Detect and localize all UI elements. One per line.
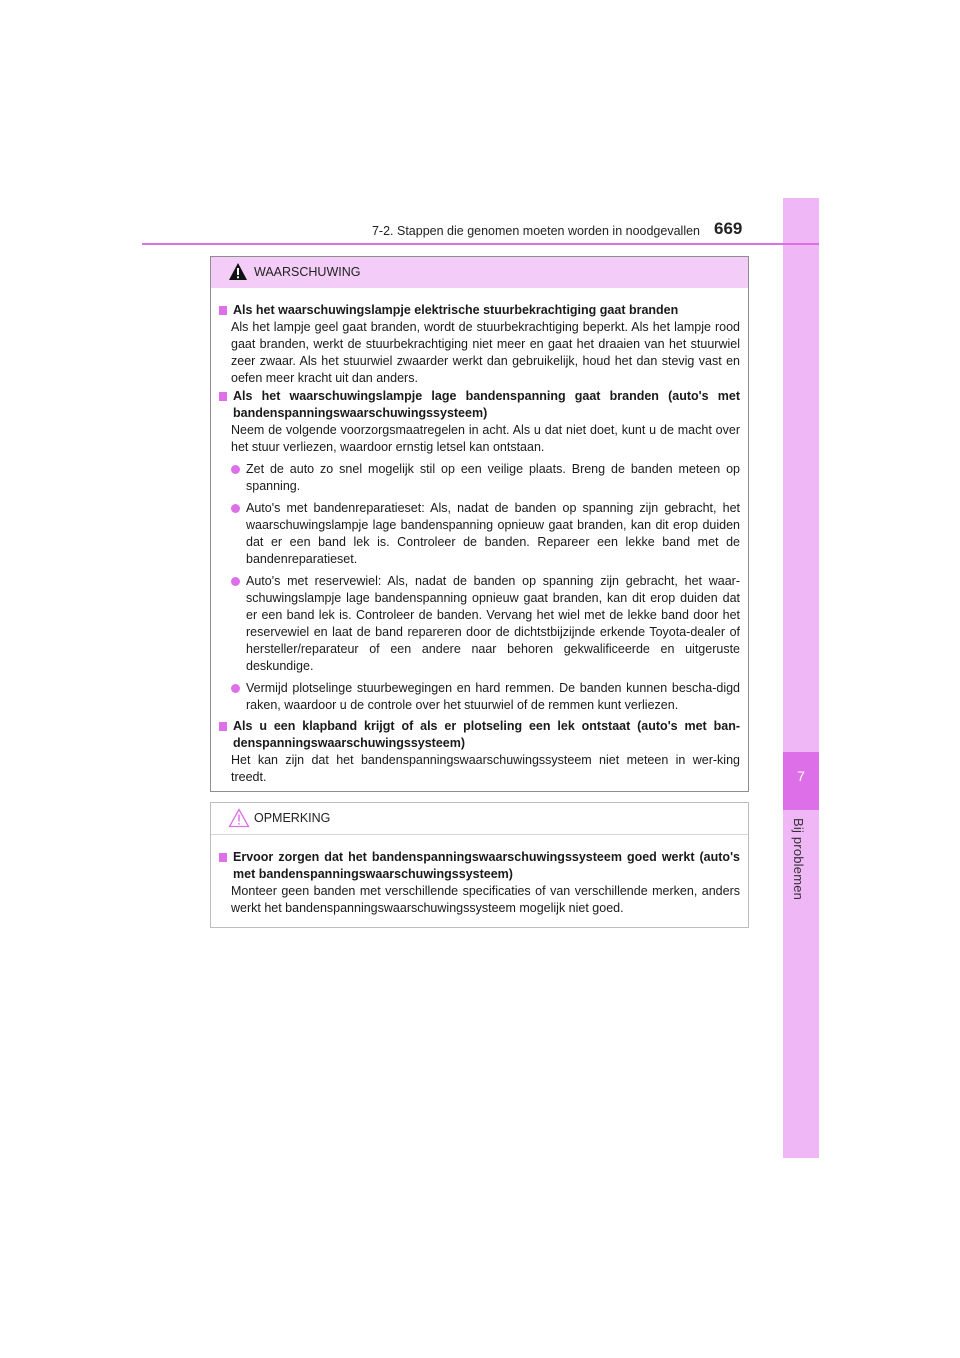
list-item: Auto's met bandenreparatieset: Als, nadat de banden op spanning zijn gebracht, het waarschuwingslampje lage bandenspanning opnieuw gaat branden, kan dit erop duiden dat er een band lek is. Controleer de banden. Repareer een lekke band met de bandenreparatieset. <box>219 500 740 568</box>
notice-title: OPMERKING <box>254 811 331 825</box>
section-body: Neem de volgende voorzorgsmaatregelen in acht. Als u dat niet doet, kunt u de macht over het stuur verliezen, waardoor ernstig letsel kan ontstaan. <box>231 423 740 454</box>
section-heading: Als het waarschuwingslampje elektrische stuurbekrachtiging gaat branden <box>219 302 740 319</box>
notice-box <box>210 802 749 928</box>
section-body: Monteer geen banden met verschillende specificaties of van verschillende merken, anders werkt het bandenspanningswaarschuwingssysteem mogelijk niet goed. <box>231 884 740 915</box>
list-item: Auto's met reservewiel: Als, nadat de banden op spanning zijn gebracht, het waar-schuwingslampje lage bandenspanning opnieuw gaat branden, kan dit erop duiden dat er een band lek is. Controleer de banden. Vervang het wiel met de lekke band door het reservewiel en laat de band repareren door de dichtstbijzijnde erkende Toyota-dealer of hersteller/reparateur of een andere naar behoren gekwalificeerde en uitgeruste deskundige. <box>219 573 740 675</box>
chapter-number: 7 <box>797 768 805 784</box>
section-title: 7-2. Stappen die genomen moeten worden in noodgevallen <box>371 224 700 238</box>
round-bullet-icon <box>231 684 240 693</box>
chapter-side-tab <box>783 198 819 1158</box>
page-number: 669 <box>714 219 743 238</box>
square-bullet-icon <box>219 853 227 862</box>
list-item: Vermijd plotselinge stuurbewegingen en hard remmen. De banden kunnen bescha-digd raken, waardoor u de controle over het stuurwiel of de remmen kunt verliezen. <box>219 680 740 714</box>
warning-header <box>211 257 748 288</box>
round-bullet-icon <box>231 504 240 513</box>
round-bullet-icon <box>231 465 240 474</box>
square-bullet-icon <box>219 306 227 315</box>
notice-content <box>211 835 748 917</box>
square-bullet-icon <box>219 392 227 401</box>
notice-header <box>211 803 748 835</box>
round-bullet-icon <box>231 577 240 586</box>
list-item: Zet de auto zo snel mogelijk stil op een veilige plaats. Breng de banden meteen op spanning. <box>219 461 740 495</box>
section-heading: Als u een klapband krijgt of als er plotseling een lek ontstaat (auto's met ban-denspanningswaarschuwingssysteem) <box>219 718 740 752</box>
caution-triangle-icon <box>228 808 250 831</box>
warning-content <box>211 288 748 786</box>
section-body: Als het lampje geel gaat branden, wordt de stuurbekrachtiging beperkt. Als het lampje rood gaat branden, werkt de stuurbekrachtiging niet meer en gaat het draaien van het stuurwiel zeer zwaar. Als het stuurwiel zwaarder werkt dan gebruikelijk, houd het dan stevig vast en oefen meer kracht uit dan anders. <box>231 320 740 385</box>
chapter-title: Bij problemen <box>791 818 806 901</box>
section-body: Het kan zijn dat het bandenspanningswaarschuwingssysteem niet meteen in wer-king treedt. <box>231 753 740 784</box>
section-heading: Als het waarschuwingslampje lage bandenspanning gaat branden (auto's met bandenspanningswaarschuwingssysteem) <box>219 388 740 422</box>
warning-title: WAARSCHUWING <box>254 265 361 279</box>
section-heading: Ervoor zorgen dat het bandenspanningswaarschuwingssysteem goed werkt (auto's met bandenspanningswaarschuwingssysteem) <box>219 849 740 883</box>
warning-box <box>210 256 749 792</box>
header-divider <box>142 243 819 245</box>
square-bullet-icon <box>219 722 227 731</box>
warning-triangle-icon <box>228 262 248 284</box>
